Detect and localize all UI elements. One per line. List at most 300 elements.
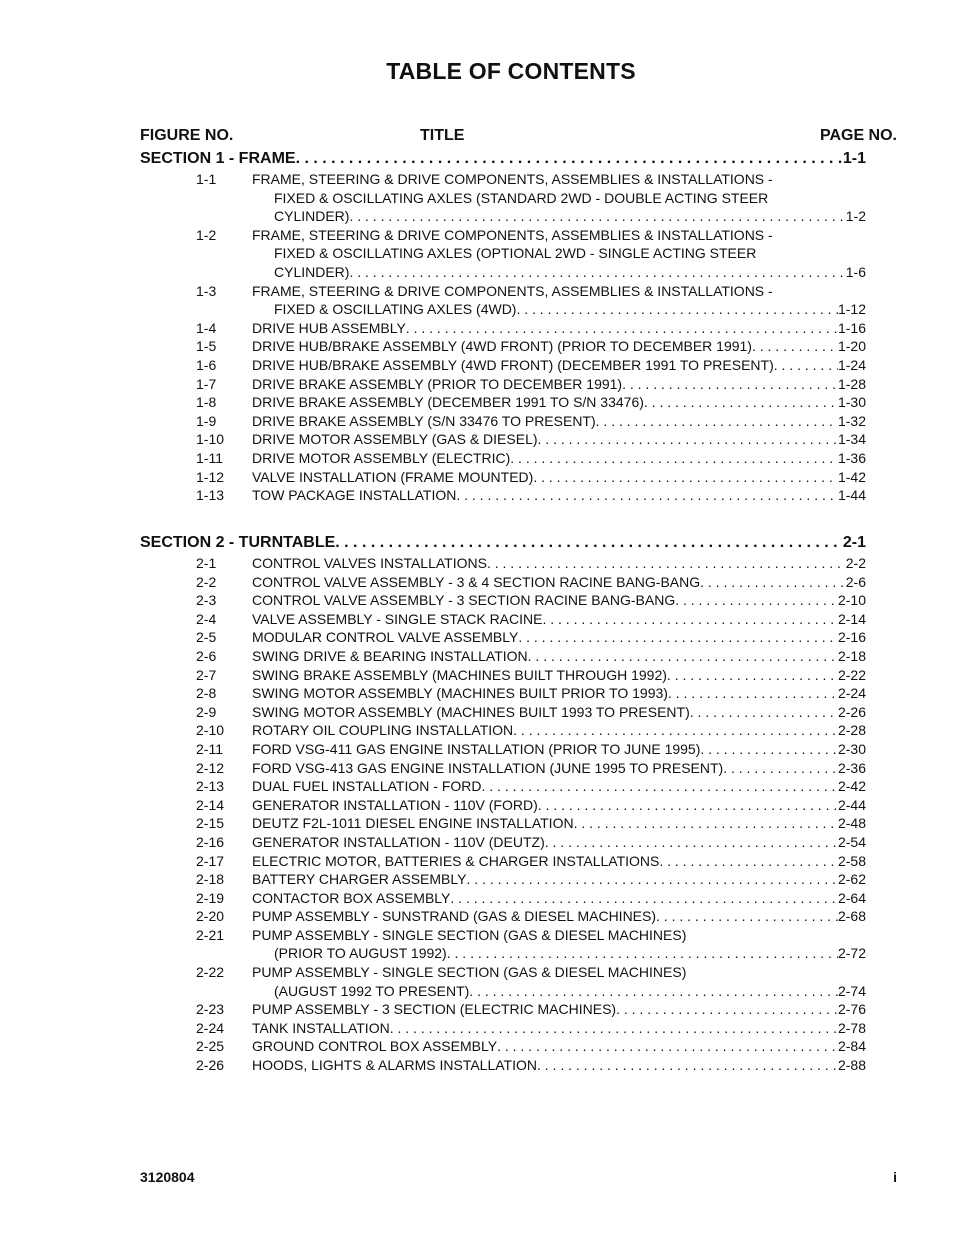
entry-title-text: PUMP ASSEMBLY - SUNSTRAND (GAS & DIESEL MACHINES) [252, 908, 657, 925]
dot-leader [487, 554, 846, 573]
entry-title-block [252, 1019, 866, 1038]
figure-number: 2-11 [196, 740, 223, 757]
entry-line [252, 1000, 866, 1019]
section-label: SECTION 1 - FRAME [140, 150, 296, 167]
dot-leader [349, 263, 845, 282]
figure-number: 2-3 [196, 592, 217, 609]
toc-entry[interactable] [140, 226, 866, 282]
dot-leader [675, 591, 838, 610]
dot-leader [774, 356, 838, 375]
toc-entry[interactable] [140, 889, 866, 908]
entry-title-block [252, 703, 866, 722]
entry-line [252, 468, 866, 487]
page-number: 2-22 [837, 666, 866, 683]
entry-title-text: DEUTZ F2L-1011 DIESEL ENGINE INSTALLATION [252, 815, 574, 832]
toc-entry[interactable] [140, 666, 866, 685]
toc-entry[interactable] [140, 628, 866, 647]
entry-list [140, 170, 866, 505]
figure-number: 2-26 [196, 1057, 225, 1074]
dot-leader [656, 907, 838, 926]
section-page: 2-1 [842, 534, 866, 551]
figure-number: 1-9 [196, 412, 217, 429]
dot-leader [516, 300, 838, 319]
entry-line [252, 610, 866, 629]
figure-number: 2-23 [196, 1001, 225, 1018]
entry-line [252, 170, 866, 189]
figure-number: 2-19 [196, 889, 225, 906]
toc-entry[interactable] [140, 907, 866, 926]
section-label: SECTION 2 - TURNTABLE [140, 534, 336, 551]
entry-line [252, 207, 866, 226]
entry-title-text: TANK INSTALLATION [252, 1019, 390, 1036]
dot-leader [668, 684, 838, 703]
page-number: 2-84 [837, 1038, 866, 1055]
entry-line [252, 944, 866, 963]
entry-line [252, 591, 866, 610]
entry-title-block [252, 319, 866, 338]
entry-title-text: FRAME, STEERING & DRIVE COMPONENTS, ASSEMBLIES & INSTALLATIONS - [252, 282, 773, 299]
figure-number: 2-18 [196, 871, 225, 888]
entry-title-block [252, 870, 866, 889]
toc-entry[interactable] [140, 337, 866, 356]
entry-title-text: MODULAR CONTROL VALVE ASSEMBLY [252, 629, 519, 646]
page-number: 2-64 [837, 889, 866, 906]
toc-entry[interactable] [140, 573, 866, 592]
page-number: 2-30 [837, 740, 866, 757]
dot-leader [537, 1056, 838, 1075]
page-number: 2-16 [837, 629, 866, 646]
toc-entry[interactable] [140, 412, 866, 431]
dot-leader [469, 982, 838, 1001]
figure-number: 2-12 [196, 759, 225, 776]
entry-line [252, 412, 866, 431]
entry-title-text: SWING MOTOR ASSEMBLY (MACHINES BUILT PRIOR TO 1993) [252, 685, 668, 702]
entry-title-block [252, 1037, 866, 1056]
entry-line [252, 244, 866, 263]
dot-leader [574, 814, 838, 833]
entry-line [252, 647, 866, 666]
figure-number: 2-6 [196, 647, 217, 664]
figure-number: 2-16 [196, 833, 225, 850]
figure-number: 2-25 [196, 1038, 225, 1055]
dot-leader [690, 703, 838, 722]
toc-entry[interactable] [140, 1019, 866, 1038]
entry-title-text: FIXED & OSCILLATING AXLES (4WD) [274, 301, 517, 318]
page-number: 1-12 [837, 301, 866, 318]
entry-title-text: DRIVE HUB/BRAKE ASSEMBLY (4WD FRONT) (DECEMBER 1991 TO PRESENT) [252, 356, 774, 373]
entry-line [252, 740, 866, 759]
toc-entry[interactable] [140, 1000, 866, 1019]
section-page: 1-1 [842, 150, 866, 167]
entry-title-block [252, 796, 866, 815]
page-number: 2-48 [837, 815, 866, 832]
entry-title-block [252, 610, 866, 629]
entry-title-block [252, 337, 866, 356]
figure-number: 1-7 [196, 375, 217, 392]
page-number: 1-34 [837, 431, 866, 448]
entry-title-block [252, 170, 866, 226]
entry-title-text: (PRIOR TO AUGUST 1992) [274, 945, 447, 962]
dot-leader [752, 337, 838, 356]
column-header-figure-no: FIGURE NO. [140, 127, 234, 144]
toc-entry[interactable] [140, 777, 866, 796]
entry-title-block [252, 814, 866, 833]
figure-number: 1-10 [196, 431, 225, 448]
page-number: 2-88 [837, 1057, 866, 1074]
entry-line [252, 226, 866, 245]
page-title: TABLE OF CONTENTS [386, 58, 636, 84]
entry-title-block [252, 226, 866, 282]
entry-line [252, 759, 866, 778]
page-number: 2-54 [837, 833, 866, 850]
entry-title-block [252, 647, 866, 666]
entry-title-text: DRIVE MOTOR ASSEMBLY (GAS & DIESEL) [252, 431, 538, 448]
toc-entry[interactable] [140, 375, 866, 394]
entry-title-text: GENERATOR INSTALLATION - 110V (FORD) [252, 796, 538, 813]
toc-entry[interactable] [140, 393, 866, 412]
figure-number: 1-5 [196, 338, 217, 355]
figure-number: 2-7 [196, 666, 217, 683]
toc-entry[interactable] [140, 486, 866, 505]
entry-title-text: CONTACTOR BOX ASSEMBLY [252, 889, 451, 906]
dot-leader [644, 393, 838, 412]
entry-title-text: GENERATOR INSTALLATION - 110V (DEUTZ) [252, 833, 545, 850]
dot-leader [466, 870, 837, 889]
entry-line [252, 852, 866, 871]
figure-number: 1-12 [196, 468, 225, 485]
page-number: 2-28 [837, 722, 866, 739]
entry-title-text: HOODS, LIGHTS & ALARMS INSTALLATION [252, 1057, 537, 1074]
page-number: 2-10 [837, 592, 866, 609]
figure-number: 1-3 [196, 282, 217, 299]
dot-leader [497, 1037, 838, 1056]
toc-entry[interactable] [140, 468, 866, 487]
page-number: 2-36 [837, 759, 866, 776]
entry-line [252, 449, 866, 468]
dot-leader [700, 573, 846, 592]
entry-line [252, 319, 866, 338]
figure-number: 2-21 [196, 926, 225, 943]
entry-title-text: PUMP ASSEMBLY - SINGLE SECTION (GAS & DIESEL MACHINES) [252, 964, 687, 981]
entry-line [252, 486, 866, 505]
entry-list [140, 554, 866, 1075]
entry-title-text: SWING DRIVE & BEARING INSTALLATION [252, 647, 528, 664]
entry-title-text: ROTARY OIL COUPLING INSTALLATION [252, 722, 514, 739]
toc-entry[interactable] [140, 610, 866, 629]
dot-leader [616, 1000, 838, 1019]
dot-leader [510, 449, 838, 468]
dot-leader [542, 610, 838, 629]
page-number: 2-58 [837, 852, 866, 869]
entry-title-block [252, 666, 866, 685]
entry-line [252, 721, 866, 740]
entry-title-text: SWING BRAKE ASSEMBLY (MACHINES BUILT THROUGH 1992) [252, 666, 667, 683]
dot-leader [456, 486, 838, 505]
dot-leader [596, 412, 838, 431]
entry-line [252, 814, 866, 833]
figure-number: 2-22 [196, 964, 225, 981]
entry-title-text: CONTROL VALVES INSTALLATIONS [252, 555, 487, 571]
entry-title-block [252, 628, 866, 647]
toc-entry[interactable] [140, 430, 866, 449]
dot-leader [481, 777, 837, 796]
figure-number: 2-1 [196, 555, 217, 571]
toc-entry[interactable] [140, 796, 866, 815]
toc-entry[interactable] [140, 926, 866, 963]
entry-title-text: DRIVE MOTOR ASSEMBLY (ELECTRIC) [252, 449, 511, 466]
entry-line [252, 982, 866, 1001]
figure-number: 2-4 [196, 610, 217, 627]
dot-leader [513, 721, 838, 740]
toc-entry[interactable] [140, 870, 866, 889]
figure-number: 2-14 [196, 796, 225, 813]
dot-leader [622, 375, 838, 394]
toc-entry[interactable] [140, 591, 866, 610]
toc-entry[interactable] [140, 684, 866, 703]
page-number: 1-6 [845, 263, 866, 280]
entry-line [252, 356, 866, 375]
entry-title-text: BATTERY CHARGER ASSEMBLY [252, 871, 467, 888]
entry-line [252, 430, 866, 449]
dot-leader [700, 740, 838, 759]
entry-line [252, 777, 866, 796]
page-number: 1-36 [837, 449, 866, 466]
entry-title-block [252, 449, 866, 468]
entry-title-block [252, 963, 866, 1000]
entry-line [252, 393, 866, 412]
entry-title-block [252, 721, 866, 740]
figure-number: 1-6 [196, 356, 217, 373]
page-number: 2-76 [837, 1001, 866, 1018]
entry-title-block [252, 486, 866, 505]
dot-leader [545, 833, 838, 852]
entry-title-text: PUMP ASSEMBLY - SINGLE SECTION (GAS & DIESEL MACHINES) [252, 926, 687, 943]
figure-number: 1-13 [196, 487, 225, 504]
toc-entry[interactable] [140, 814, 866, 833]
figure-number: 2-10 [196, 722, 225, 739]
entry-title-text: VALVE INSTALLATION (FRAME MOUNTED) [252, 468, 534, 485]
figure-number: 2-2 [196, 573, 217, 590]
page-number: 2-68 [837, 908, 866, 925]
entry-line [252, 796, 866, 815]
figure-number: 1-8 [196, 394, 217, 411]
toc-entry[interactable] [140, 759, 866, 778]
figure-number: 1-4 [196, 319, 217, 336]
dot-leader [296, 148, 843, 170]
entry-title-block [252, 852, 866, 871]
entry-title-block [252, 554, 866, 573]
entry-title-block [252, 777, 866, 796]
page-number: 1-16 [837, 319, 866, 336]
dot-leader [335, 532, 843, 554]
entry-title-text: PUMP ASSEMBLY - 3 SECTION (ELECTRIC MACHINES) [252, 1001, 617, 1018]
page-number: 1-20 [837, 338, 866, 355]
toc-entry[interactable] [140, 852, 866, 871]
figure-number: 2-15 [196, 815, 225, 832]
entry-title-block [252, 393, 866, 412]
entry-title-block [252, 759, 866, 778]
page-number: 2-78 [837, 1019, 866, 1036]
entry-title-block [252, 740, 866, 759]
toc-entry[interactable] [140, 1056, 866, 1075]
figure-number: 2-20 [196, 908, 225, 925]
entry-title-block [252, 375, 866, 394]
entry-title-text: DRIVE BRAKE ASSEMBLY (S/N 33476 TO PRESENT) [252, 412, 596, 429]
entry-line [252, 263, 866, 282]
page-number: 2-44 [837, 796, 866, 813]
entry-title-text: ELECTRIC MOTOR, BATTERIES & CHARGER INSTALLATIONS [252, 852, 660, 869]
entry-line [252, 554, 866, 573]
toc-entry[interactable] [140, 449, 866, 468]
figure-number: 2-8 [196, 685, 217, 702]
toc-entry[interactable] [140, 1037, 866, 1056]
entry-line [252, 684, 866, 703]
page-number: 2-72 [837, 945, 866, 962]
entry-title-text: FIXED & OSCILLATING AXLES (OPTIONAL 2WD - SINGLE ACTING STEER [274, 245, 757, 262]
entry-title-text: CYLINDER) [274, 208, 350, 225]
dot-leader [538, 796, 838, 815]
entry-line [252, 926, 866, 945]
entry-line [252, 282, 866, 301]
entry-line [252, 833, 866, 852]
toc-entry[interactable] [140, 647, 866, 666]
dot-leader [450, 889, 838, 908]
footer-page-number: i [893, 1169, 897, 1185]
entry-title-text: DRIVE BRAKE ASSEMBLY (DECEMBER 1991 TO S/N 33476) [252, 394, 644, 411]
dot-leader [406, 319, 838, 338]
toc-entry[interactable] [140, 703, 866, 722]
dot-leader [349, 207, 845, 226]
entry-line [252, 375, 866, 394]
page-number: 1-32 [837, 412, 866, 429]
entry-title-text: (AUGUST 1992 TO PRESENT) [274, 982, 470, 999]
page-number: 1-30 [837, 394, 866, 411]
page-number: 1-44 [837, 487, 866, 504]
entry-title-block [252, 833, 866, 852]
toc-entry[interactable] [140, 554, 866, 573]
column-header-page-no: PAGE NO. [819, 127, 897, 144]
entry-title-block [252, 591, 866, 610]
entry-line [252, 907, 866, 926]
column-header-title: TITLE [420, 127, 465, 144]
entry-title-block [252, 926, 866, 963]
figure-number: 2-13 [196, 778, 225, 795]
entry-title-block [252, 412, 866, 431]
entry-line [252, 870, 866, 889]
dot-leader [447, 944, 838, 963]
entry-title-text: CYLINDER) [274, 263, 350, 280]
figure-number: 2-9 [196, 703, 217, 720]
entry-title-block [252, 282, 866, 319]
page-number: 2-24 [837, 685, 866, 702]
figure-number: 2-24 [196, 1019, 225, 1036]
entry-title-text: TOW PACKAGE INSTALLATION [252, 487, 457, 504]
page-number: 2-2 [845, 555, 866, 571]
toc-entry[interactable] [140, 740, 866, 759]
entry-line [252, 1056, 866, 1075]
dot-leader [723, 759, 838, 778]
entry-title-block [252, 889, 866, 908]
entry-title-block [252, 468, 866, 487]
dot-leader [538, 430, 838, 449]
entry-title-text: DRIVE HUB ASSEMBLY [252, 319, 406, 336]
figure-number: 2-17 [196, 852, 225, 869]
page-number: 2-18 [837, 647, 866, 664]
dot-leader [667, 666, 838, 685]
entry-line [252, 1037, 866, 1056]
page-number: 2-26 [837, 703, 866, 720]
page-number: 2-42 [837, 778, 866, 795]
entry-title-text: CONTROL VALVE ASSEMBLY - 3 & 4 SECTION RACINE BANG-BANG [252, 573, 701, 590]
entry-title-text: DUAL FUEL INSTALLATION - FORD [252, 778, 482, 795]
entry-line [252, 628, 866, 647]
toc-entry[interactable] [140, 833, 866, 852]
entry-title-text: SWING MOTOR ASSEMBLY (MACHINES BUILT 1993 TO PRESENT) [252, 703, 690, 720]
entry-title-block [252, 684, 866, 703]
figure-number: 1-1 [196, 171, 217, 187]
toc-entry[interactable] [140, 963, 866, 1000]
entry-title-text: FRAME, STEERING & DRIVE COMPONENTS, ASSEMBLIES & INSTALLATIONS - [252, 226, 773, 243]
entry-title-text: VALVE ASSEMBLY - SINGLE STACK RACINE [252, 610, 543, 627]
entry-title-block [252, 1000, 866, 1019]
figure-number: 1-11 [196, 449, 223, 466]
entry-line [252, 889, 866, 908]
entry-title-text: CONTROL VALVE ASSEMBLY - 3 SECTION RACINE BANG-BANG [252, 592, 676, 609]
dot-leader [390, 1019, 838, 1038]
dot-leader [518, 628, 838, 647]
entry-line [252, 703, 866, 722]
entry-line [252, 573, 866, 592]
page-number: 1-28 [837, 375, 866, 392]
dot-leader [659, 852, 838, 871]
figure-number: 2-5 [196, 629, 217, 646]
toc-entry[interactable] [140, 319, 866, 338]
page-number: 2-74 [837, 982, 866, 999]
section-heading[interactable] [140, 532, 866, 554]
entry-title-text: FRAME, STEERING & DRIVE COMPONENTS, ASSEMBLIES & INSTALLATIONS - [252, 171, 773, 187]
toc-entry[interactable] [140, 282, 866, 319]
entry-line [252, 963, 866, 982]
page-number: 2-62 [837, 871, 866, 888]
entry-title-text: GROUND CONTROL BOX ASSEMBLY [252, 1038, 498, 1055]
toc-entry[interactable] [140, 721, 866, 740]
page-number: 1-2 [845, 208, 866, 225]
entry-line [252, 337, 866, 356]
entry-title-text: DRIVE BRAKE ASSEMBLY (PRIOR TO DECEMBER 1991) [252, 375, 623, 392]
entry-line [252, 300, 866, 319]
entry-title-block [252, 907, 866, 926]
entry-title-block [252, 573, 866, 592]
entry-line [252, 666, 866, 685]
toc-section-1 [140, 148, 866, 505]
page-number: 1-42 [837, 468, 866, 485]
section-heading[interactable] [140, 148, 866, 170]
entry-title-text: FORD VSG-411 GAS ENGINE INSTALLATION (PRIOR TO JUNE 1995) [252, 740, 701, 757]
entry-title-block [252, 356, 866, 375]
entry-title-text: FORD VSG-413 GAS ENGINE INSTALLATION (JUNE 1995 TO PRESENT) [252, 759, 724, 776]
dot-leader [533, 468, 838, 487]
figure-number: 1-2 [196, 226, 217, 243]
entry-line [252, 189, 866, 208]
page-number: 2-6 [845, 573, 866, 590]
page-number: 2-14 [837, 610, 866, 627]
entry-title-text: FIXED & OSCILLATING AXLES (STANDARD 2WD - DOUBLE ACTING STEER [274, 189, 769, 206]
entry-title-block [252, 430, 866, 449]
entry-title-text: DRIVE HUB/BRAKE ASSEMBLY (4WD FRONT) (PRIOR TO DECEMBER 1991) [252, 338, 752, 355]
toc-section-2 [140, 532, 866, 1075]
toc-entry[interactable] [140, 170, 866, 226]
toc-entry[interactable] [140, 356, 866, 375]
